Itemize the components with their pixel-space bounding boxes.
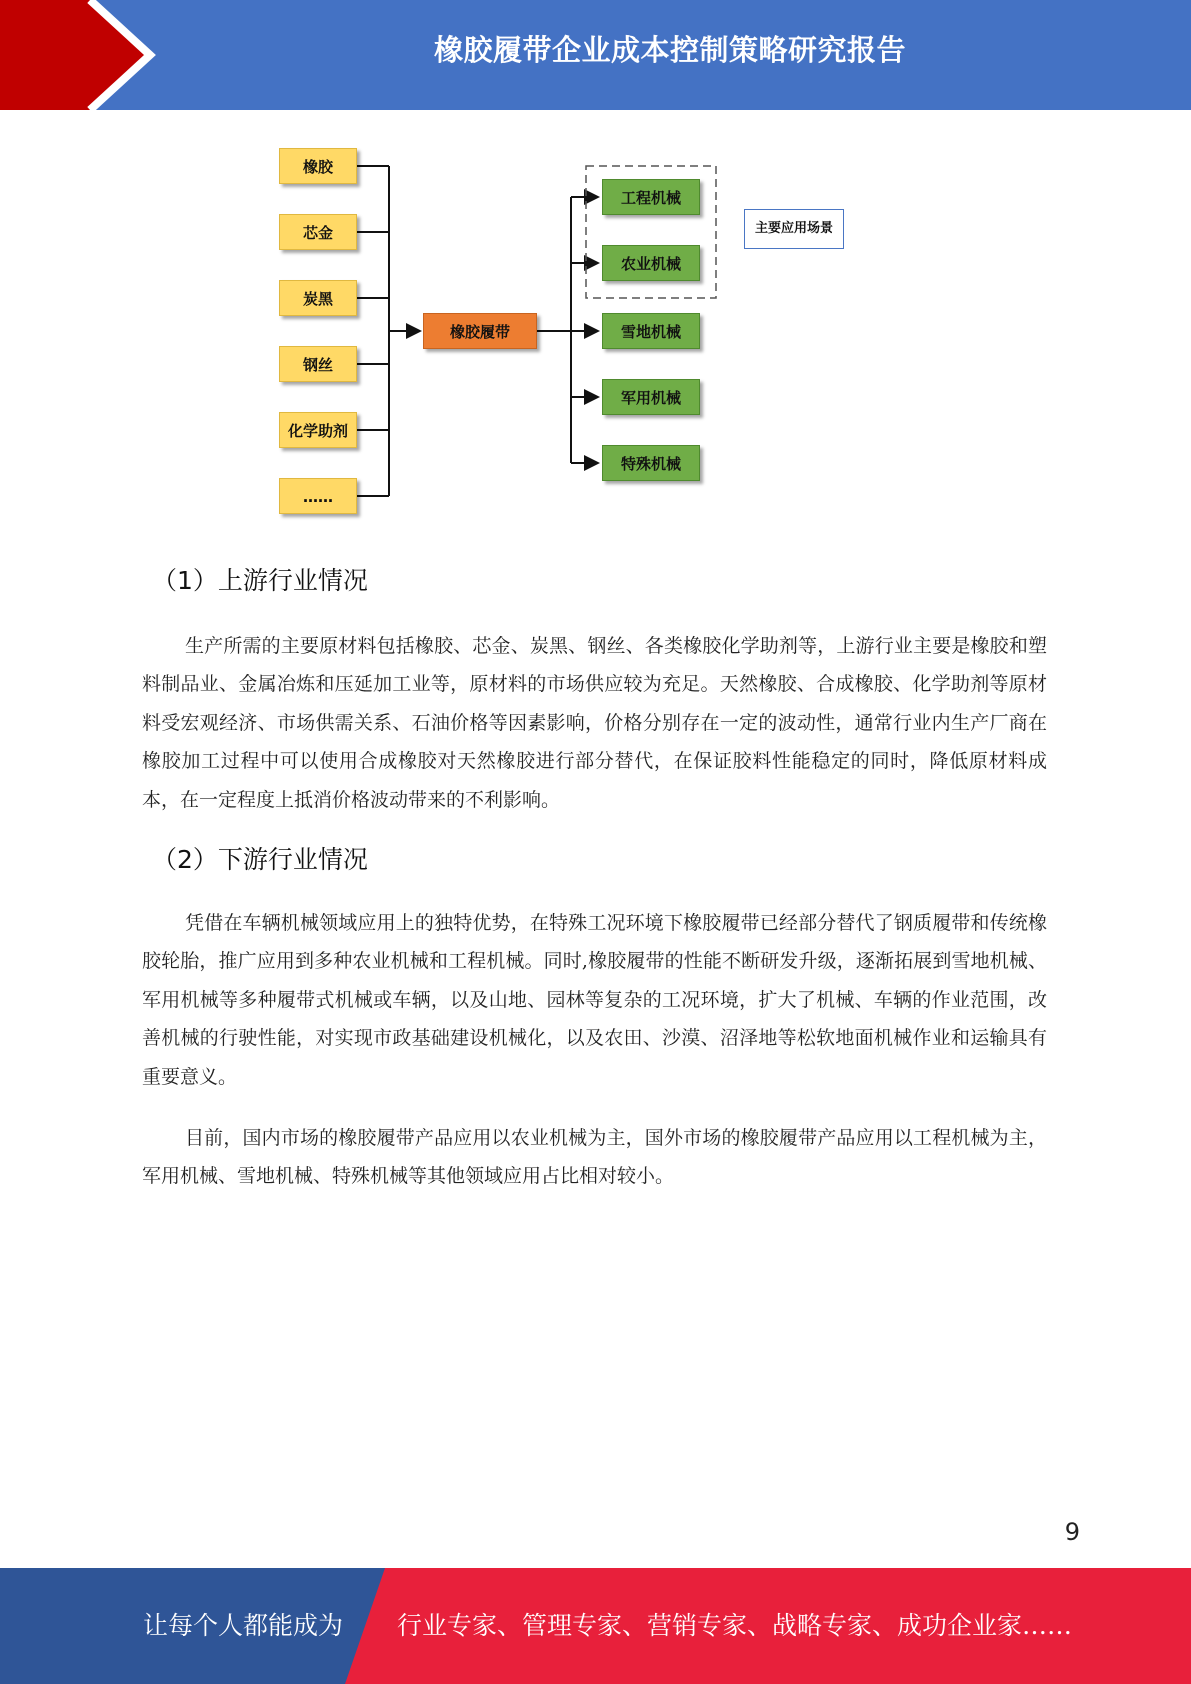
center-node-rubber-track: 橡胶履带: [423, 313, 537, 349]
input-node-rubber: 橡胶: [279, 148, 357, 184]
page-footer: [0, 1568, 1191, 1684]
paragraph-downstream-1: 凭借在车辆机械领域应用上的独特优势，在特殊工况环境下橡胶履带已经部分替代了钢质履带和传统橡胶轮胎，推广应用到多种农业机械和工程机械。同时,橡胶履带的性能不断研发升级，逐渐拓展到雪地机械、军用机械等多种履带式机械或车辆，以及山地、园林等复杂的工况环境，扩大了机械、车辆的作业范围，改善机械的行驶性能，对实现市政基础建设机械化，以及农田、沙漠、沼泽地等松软地面机械作业和运输具有重要意义。: [142, 912, 1047, 1088]
input-node-carbon-black: 炭黑: [279, 280, 357, 316]
input-node-steel-wire: 钢丝: [279, 346, 357, 382]
input-node-etc: ……: [279, 478, 357, 514]
output-node-engineering: 工程机械: [602, 179, 700, 215]
output-node-military: 军用机械: [602, 379, 700, 415]
page-number: 9: [1064, 1518, 1080, 1546]
input-node-core-metal: 芯金: [279, 214, 357, 250]
input-node-chemical-additives: 化学助剂: [279, 412, 357, 448]
legend-main-application: 主要应用场景: [744, 209, 844, 249]
output-node-special: 特殊机械: [602, 445, 700, 481]
output-node-agricultural: 农业机械: [602, 245, 700, 281]
report-title: 橡胶履带企业成本控制策略研究报告: [433, 33, 906, 67]
section-heading-downstream: （2）下游行业情况: [152, 845, 368, 874]
industry-chain-diagram: [0, 0, 1191, 540]
diagram-connectors: [0, 0, 1191, 540]
paragraph-upstream: 生产所需的主要原材料包括橡胶、芯金、炭黑、钢丝、各类橡胶化学助剂等，上游行业主要是橡胶和塑料制品业、金属冶炼和压延加工业等，原材料的市场供应较为充足。天然橡胶、合成橡胶、化学助剂等原材料受宏观经济、市场供需关系、石油价格等因素影响，价格分别存在一定的波动性，通常行业内生产厂商在橡胶加工过程中可以使用合成橡胶对天然橡胶进行部分替代，在保证胶料性能稳定的同时，降低原材料成本，在一定程度上抵消价格波动带来的不利影响。: [142, 635, 1047, 811]
footer-slogan-left: 让每个人都能成为: [143, 1611, 344, 1640]
paragraph-downstream-2: 目前，国内市场的橡胶履带产品应用以农业机械为主，国外市场的橡胶履带产品应用以工程机械为主，军用机械、雪地机械、特殊机械等其他领域应用占比相对较小。: [142, 1127, 1047, 1188]
section-heading-upstream: （1）上游行业情况: [152, 566, 368, 595]
output-node-snow: 雪地机械: [602, 313, 700, 349]
footer-slogan-right: 行业专家、管理专家、营销专家、战略专家、成功企业家……: [397, 1611, 1073, 1640]
